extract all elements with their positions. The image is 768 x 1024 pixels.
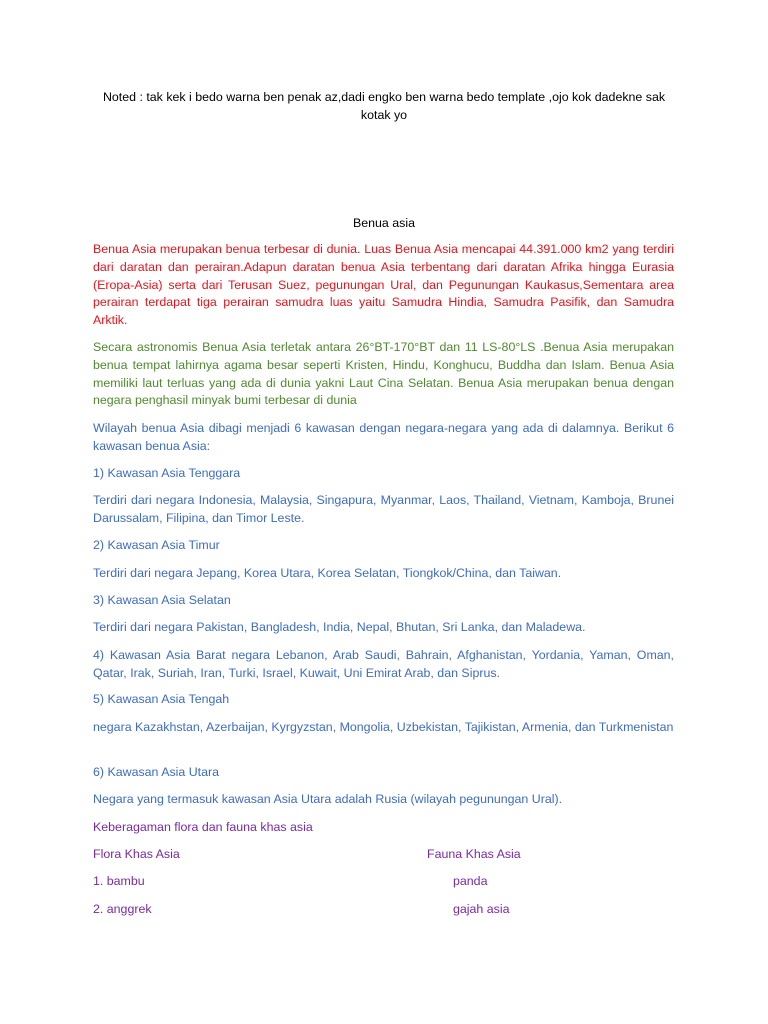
region-3-heading: 3) Kawasan Asia Selatan bbox=[93, 593, 231, 607]
region-1-body: Terdiri dari negara Indonesia, Malaysia, Singapura, Myanmar, Laos, Thailand, Vietnam, Kamboja, Brunei Darussalam, Filipina, dan Timor Leste. bbox=[93, 493, 674, 525]
intro-paragraph: Benua Asia merupakan benua terbesar di dunia. Luas Benua Asia mencapai 44.391.000 km2 yang terdiri dari daratan dan perairan.Adapun daratan benua Asia terbentang dari daratan Afrika hingga Eurasia (Eropa-Asia) serta dari Terusan Suez, pegunungan Ural, dan Pegunungan Kaukasus,Sementara area perairan terdapat tiga perairan samudra luas yaitu Samudra Hindia, Samudra Pasifik, dan Samudra Arktik. bbox=[93, 242, 674, 328]
fauna-item: panda bbox=[453, 874, 488, 888]
region-1-heading: 1) Kawasan Asia Tenggara bbox=[93, 466, 241, 480]
region-2-body: Terdiri dari negara Jepang, Korea Utara, Korea Selatan, Tiongkok/China, dan Taiwan. bbox=[93, 566, 562, 580]
fauna-column-header: Fauna Khas Asia bbox=[427, 847, 521, 861]
region-3-body: Terdiri dari negara Pakistan, Bangladesh, India, Nepal, Bhutan, Sri Lanka, dan Maladewa. bbox=[93, 620, 586, 634]
regions-intro-paragraph: Wilayah benua Asia dibagi menjadi 6 kawasan dengan negara-negara yang ada di dalamnya. Berikut 6 kawasan benua Asia: bbox=[93, 421, 674, 453]
fauna-item: gajah asia bbox=[453, 902, 510, 916]
flora-item: 1. bambu bbox=[93, 874, 145, 888]
flora-item: 2. anggrek bbox=[93, 902, 152, 916]
region-2-heading: 2) Kawasan Asia Timur bbox=[93, 538, 220, 552]
region-5-body: negara Kazakhstan, Azerbaijan, Kyrgyzstan, Mongolia, Uzbekistan, Tajikistan, Armenia, dan Turkmenistan bbox=[93, 720, 674, 734]
astronomy-paragraph: Secara astronomis Benua Asia terletak antara 26°BT-170°BT dan 11 LS-80°LS .Benua Asia merupakan benua tempat lahirnya agama besar seperti Kristen, Hindu, Konghucu, Buddha dan Islam. Benua Asia memiliki laut terluas yang ada di dunia yakni Laut Cina Selatan. Benua Asia merupakan benua dengan negara penghasil minyak bumi terbesar di dunia bbox=[93, 340, 674, 408]
region-4-paragraph: 4) Kawasan Asia Barat negara Lebanon, Arab Saudi, Bahrain, Afghanistan, Yordania, Yaman, Oman, Qatar, Irak, Suriah, Iran, Turki, Israel, Kuwait, Uni Emirat Arab, dan Siprus. bbox=[93, 648, 674, 680]
flora-fauna-heading: Keberagaman flora dan fauna khas asia bbox=[93, 820, 313, 834]
region-6-body: Negara yang termasuk kawasan Asia Utara adalah Rusia (wilayah pegunungan Ural). bbox=[93, 792, 563, 806]
flora-column-header: Flora Khas Asia bbox=[93, 847, 180, 861]
note-text: Noted : tak kek i bedo warna ben penak az,dadi engko ben warna bedo template ,ojo kok dadekne sak kotak yo bbox=[102, 90, 666, 122]
document-title: Benua asia bbox=[352, 216, 415, 230]
region-6-heading: 6) Kawasan Asia Utara bbox=[93, 765, 220, 779]
region-5-heading: 5) Kawasan Asia Tengah bbox=[93, 692, 230, 706]
